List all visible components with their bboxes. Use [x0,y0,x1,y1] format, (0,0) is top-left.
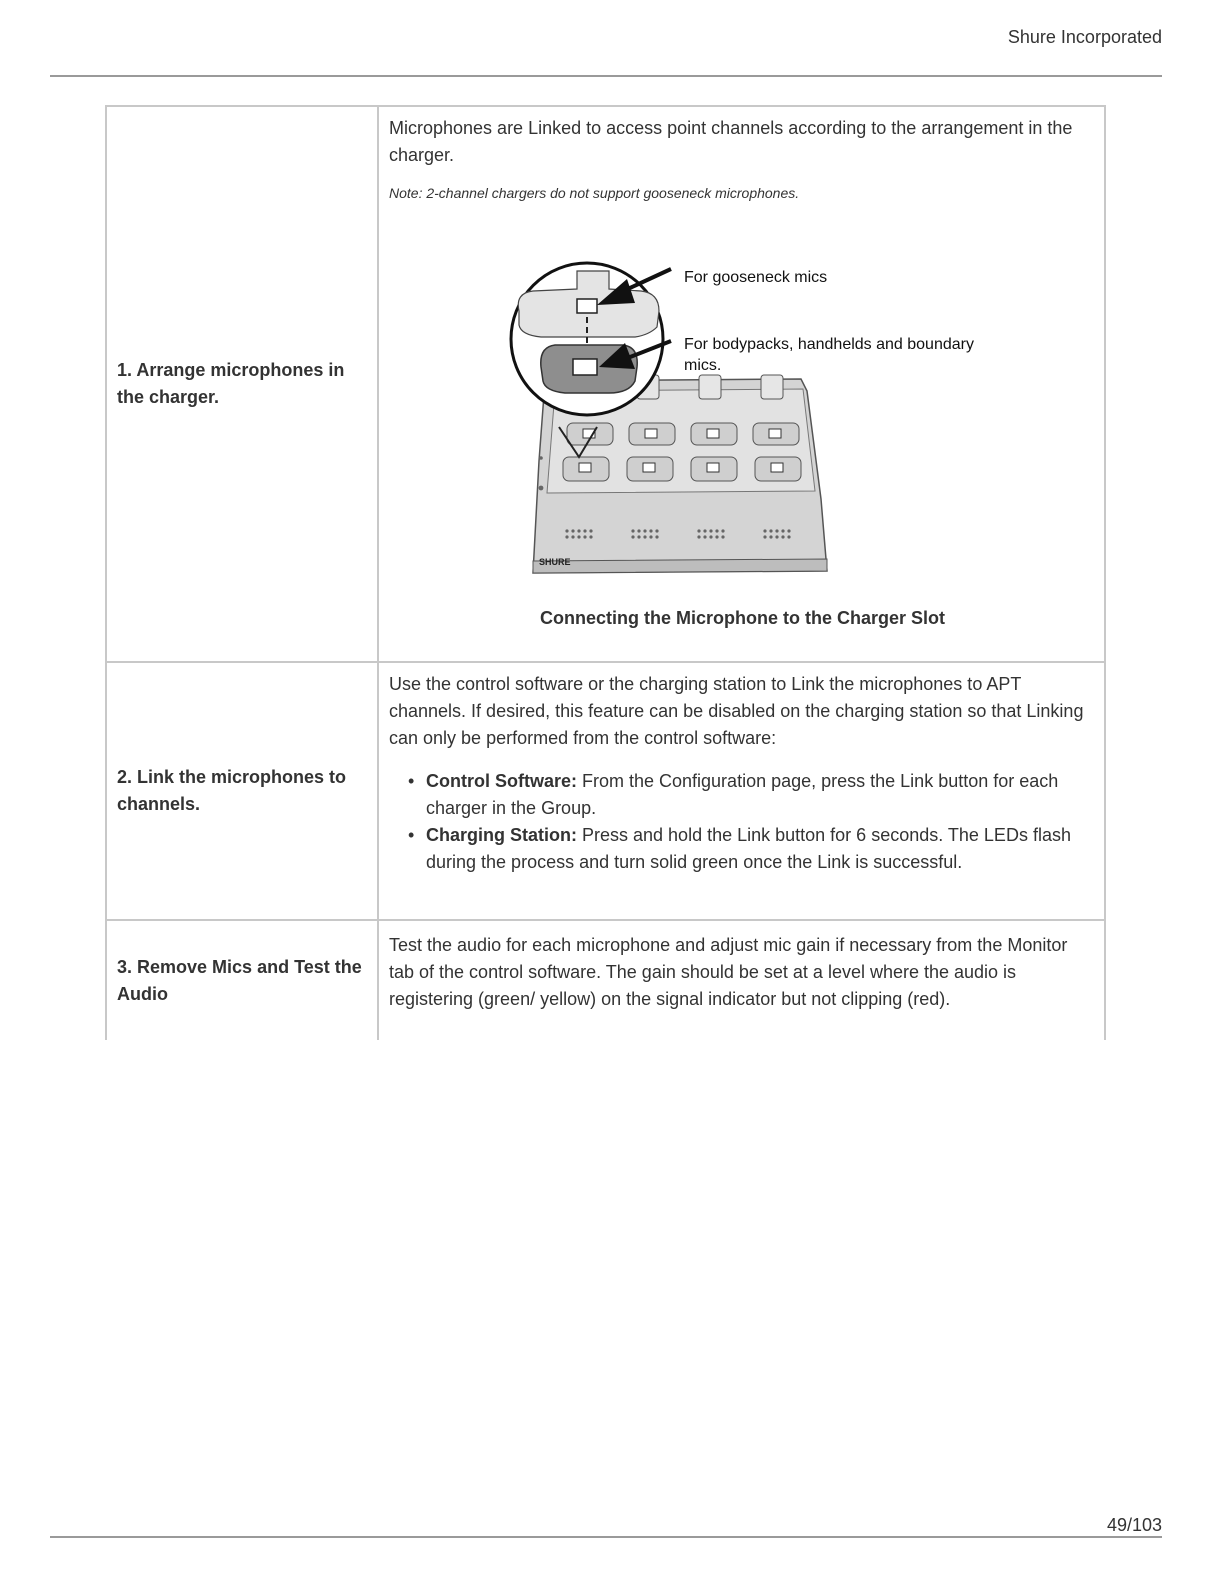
table-row [106,920,1105,1040]
shure-logo: SHURE [539,557,571,567]
step-description [378,106,1105,662]
header-divider [50,75,1162,77]
gooseneck-callout: For gooseneck mics [684,269,828,286]
step-text: Use the control software or the charging station to Link the microphones to APT channels. If desired, this feature can be disabled on the charging station so that Linking can only be performed from the control software: [389,674,1084,748]
note-text: Note: 2-channel chargers do not support gooseneck microphones. [389,185,800,201]
steps-table [105,105,1106,1040]
step-text: Microphones are Linked to access point channels according to the arrangement in the charger. [389,118,1073,165]
footer-divider [50,1536,1162,1538]
bullet-text: From the Configuration page, press the Link button for each charger in the Group. [426,771,1059,818]
bullet-term: Charging Station: [426,825,577,845]
step-description [378,920,1105,1040]
step-title: 1. Arrange microphones in the charger. [106,106,378,662]
bullet-list [389,768,1096,876]
table-row [106,662,1105,920]
bodypack-callout: For bodypacks, handhelds and boundary mics. [684,336,974,374]
step-title: 3. Remove Mics and Test the Audio [106,920,378,1040]
table-row [106,106,1105,662]
header-company-name: Shure Incorporated [1007,27,1162,47]
figure-caption: Connecting the Microphone to the Charger Slot [540,608,945,628]
step-description [378,662,1105,920]
charger-diagram [409,241,1049,601]
list-item [426,768,1096,822]
list-item [426,822,1096,876]
step-text: Test the audio for each microphone and adjust mic gain if necessary from the Monitor tab of the control software. The gain should be set at a level where the audio is registering (green/ yellow) on the signal indicator but not clipping (red). [389,935,1068,1009]
bullet-term: Control Software: [426,771,577,791]
bullet-text: Press and hold the Link button for 6 seconds. The LEDs flash during the process and turn solid green once the Link is successful. [426,825,1071,872]
charger-illustration [409,241,1049,601]
page-number: 49/103 [1106,1515,1162,1535]
step-title: 2. Link the microphones to channels. [106,662,378,920]
